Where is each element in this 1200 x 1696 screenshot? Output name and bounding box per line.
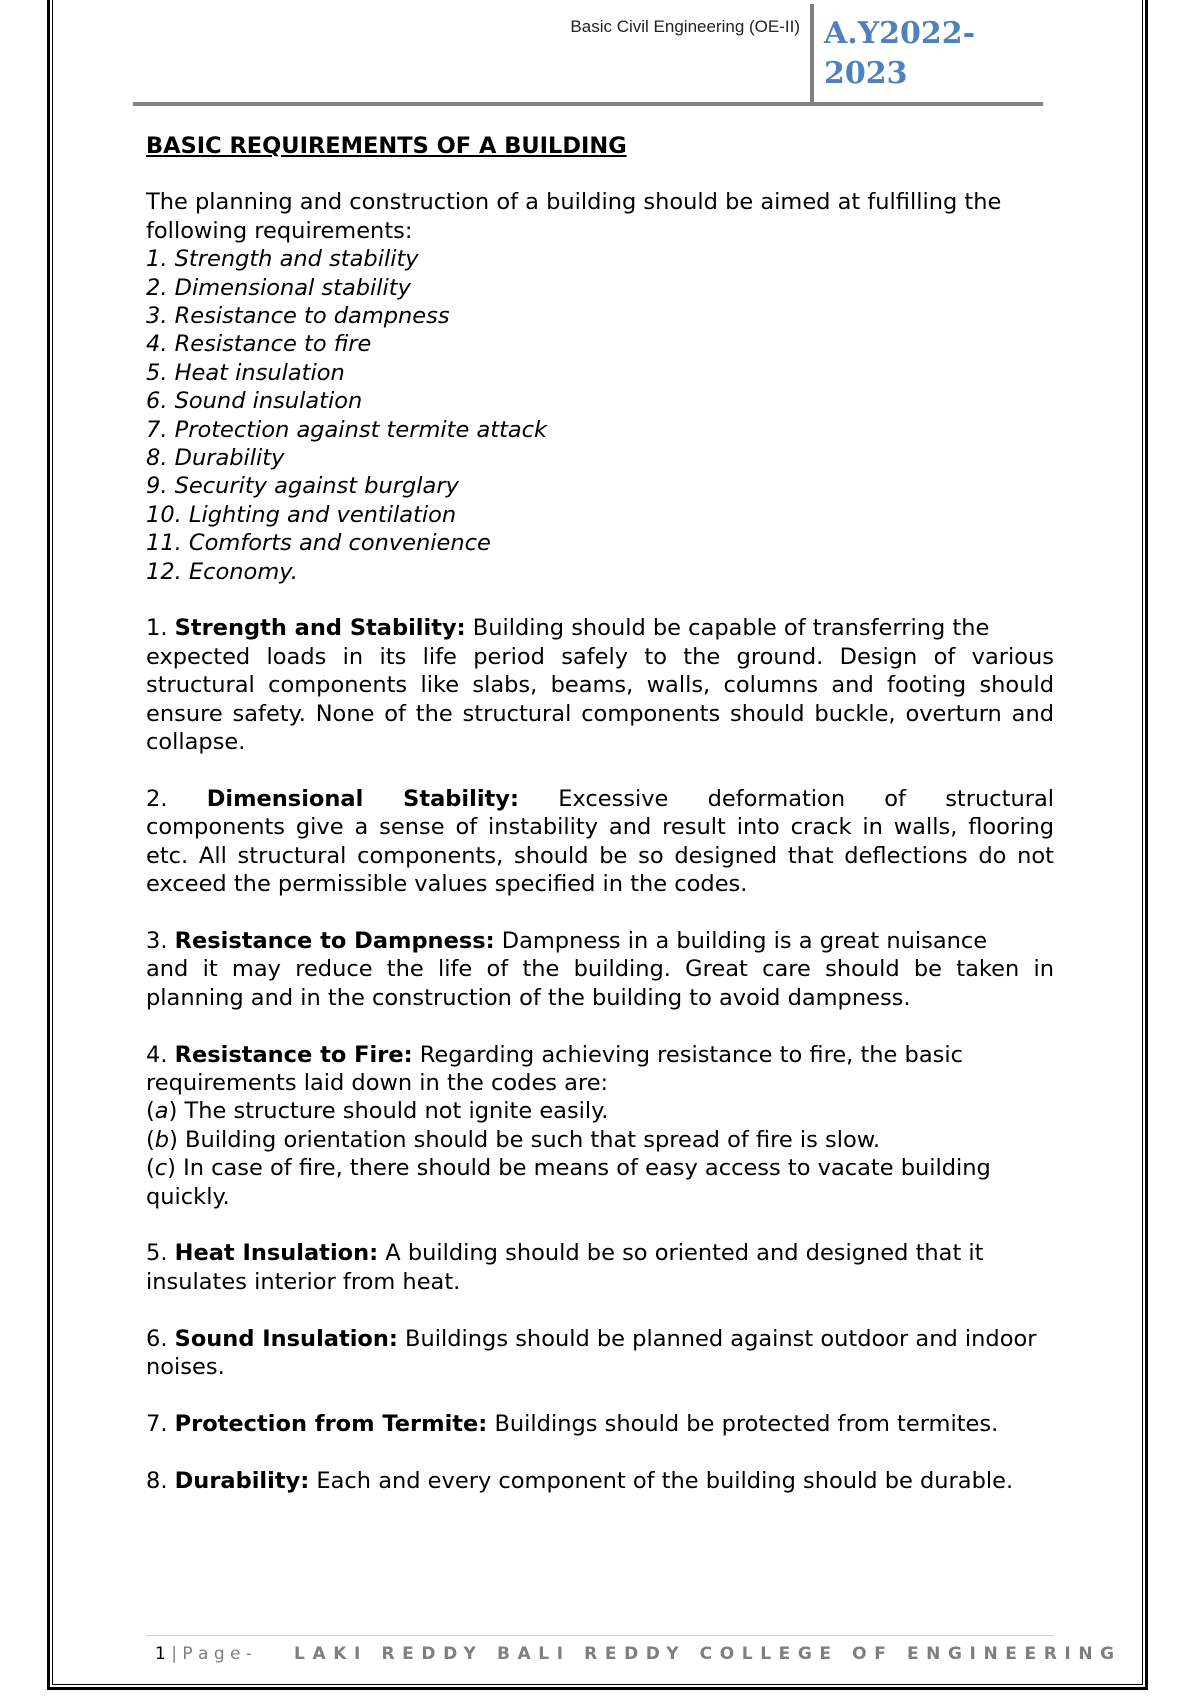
- intro-text: The planning and construction of a building should be aimed at fulfilling the following requirements:: [146, 189, 1002, 244]
- section-heading: Durability:: [174, 1467, 310, 1494]
- header-vertical-rule: [810, 4, 814, 106]
- section-heading: Strength and Stability:: [174, 615, 466, 642]
- header-horizontal-rule: [133, 102, 1043, 106]
- section-heading: Protection from Termite:: [174, 1410, 488, 1437]
- section-first-line: [146, 927, 1054, 955]
- header-subject: Basic Civil Engineering (OE-II): [570, 17, 800, 36]
- section-heading: Heat Insulation:: [174, 1240, 379, 1267]
- section-paragraph: expected loads in its life period safely to the ground. Design of various structural components like slabs, beams, walls, columns and footing should ensure safety. None of the structural components should buckle, overturn and collapse.: [146, 643, 1054, 756]
- section-number: 5.: [146, 1240, 175, 1267]
- section-sound: [146, 1325, 1054, 1382]
- document-body: [146, 132, 1054, 1523]
- item-label: b: [154, 1126, 170, 1153]
- section-number: 3.: [146, 927, 175, 954]
- section-intro: [146, 1041, 1054, 1098]
- section-heading: Dimensional Stability:: [206, 785, 519, 812]
- fire-item: (b) Building orientation should be such that spread of fire is slow.: [146, 1126, 881, 1153]
- section-text: A building should be so oriented and designed that it insulates interior from heat.: [146, 1240, 984, 1295]
- item-text: In case of fire, there should be means of easy access to vacate building quickly.: [146, 1155, 991, 1210]
- section-text: Building should be capable of transferring the: [465, 615, 990, 642]
- list-item: 7. Protection against termite attack: [146, 416, 548, 443]
- section-paragraph: components give a sense of instability and result into crack in walls, flooring etc. All structural components, should be so designed that deflections do not exceed the permissible values specified in the codes.: [146, 814, 1054, 898]
- section-fire: [146, 1041, 1054, 1211]
- section-number: 7.: [146, 1410, 175, 1437]
- list-item: 2. Dimensional stability: [146, 274, 411, 301]
- section-number: 1.: [146, 615, 175, 642]
- college-name: LAKI REDDY BALI REDDY COLLEGE OF ENGINEERING: [294, 1644, 1122, 1664]
- section-number: 6.: [146, 1325, 175, 1352]
- section-heading: Resistance to Fire:: [174, 1041, 413, 1068]
- list-item: 8. Durability: [146, 445, 285, 472]
- section-paragraph: and it may reduce the life of the building. Great care should be taken in planning and in the construction of the building to avoid dampness.: [146, 956, 1054, 1011]
- list-item: 11. Comforts and convenience: [146, 530, 491, 557]
- fire-item: (c) In case of fire, there should be means of easy access to vacate building quickly.: [146, 1155, 991, 1210]
- footer-separator: |: [165, 1644, 183, 1664]
- requirements-list: [146, 245, 1054, 586]
- section-number: 2.: [146, 785, 207, 812]
- section-number: 4.: [146, 1041, 175, 1068]
- section-text: Regarding achieving resistance to fire, the basic requirements laid down in the codes are:: [146, 1041, 963, 1096]
- list-item: 10. Lighting and ventilation: [146, 501, 457, 528]
- item-label: c: [154, 1155, 168, 1182]
- intro-block: [146, 188, 1054, 586]
- item-label: a: [154, 1098, 169, 1125]
- item-text: Building orientation should be such that spread of fire is slow.: [177, 1126, 881, 1153]
- page-number: 1: [155, 1644, 166, 1664]
- section-durability: [146, 1467, 1054, 1495]
- page-label: P a g e -: [182, 1644, 253, 1664]
- section-text: Buildings should be planned against outdoor and indoor noises.: [146, 1325, 1037, 1380]
- list-item: 1. Strength and stability: [146, 246, 419, 273]
- fire-item: (a) The structure should not ignite easily.: [146, 1098, 609, 1125]
- footer-rule: [146, 1635, 1054, 1636]
- section-number: 8.: [146, 1467, 175, 1494]
- section-text: Each and every component of the building should be durable.: [309, 1467, 1014, 1494]
- section-strength: [146, 614, 1054, 756]
- section-text: Dampness in a building is a great nuisance: [494, 927, 988, 954]
- section-heading: Sound Insulation:: [174, 1325, 398, 1352]
- header-academic-year: A.Y2022-2023: [824, 16, 976, 91]
- section-heading: Resistance to Dampness:: [174, 927, 495, 954]
- list-item: 5. Heat insulation: [146, 359, 345, 386]
- section-first-line: [146, 614, 1054, 642]
- section-text: Buildings should be protected from termites.: [487, 1410, 999, 1437]
- page-title: BASIC REQUIREMENTS OF A BUILDING: [146, 133, 627, 159]
- list-item: 9. Security against burglary: [146, 473, 459, 500]
- section-termite: [146, 1410, 1054, 1438]
- section-dampness: [146, 927, 1054, 1012]
- section-text: Excessive deformation of structural: [518, 785, 1054, 812]
- list-item: 4. Resistance to fire: [146, 331, 372, 358]
- list-item: 6. Sound insulation: [146, 388, 363, 415]
- page-footer: [155, 1644, 1122, 1664]
- item-text: The structure should not ignite easily.: [177, 1098, 609, 1125]
- list-item: 12. Economy.: [146, 558, 298, 585]
- section-first-line: [146, 785, 1054, 813]
- section-heat: [146, 1239, 1054, 1296]
- list-item: 3. Resistance to dampness: [146, 303, 450, 330]
- section-dimensional: [146, 785, 1054, 899]
